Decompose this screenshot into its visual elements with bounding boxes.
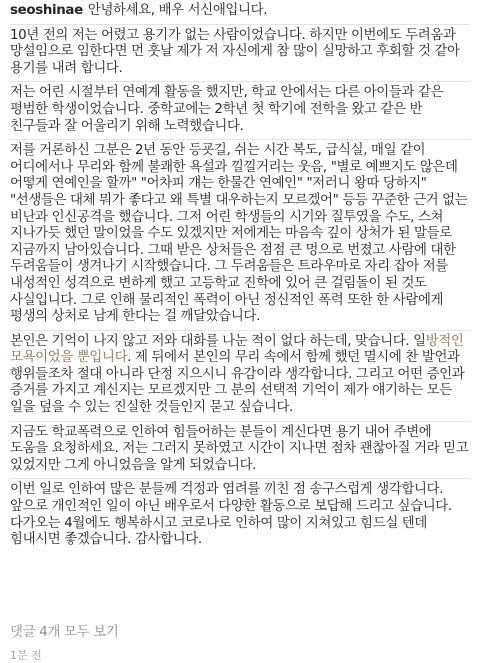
view-all-comments-link[interactable]: 댓글 4개 모두 보기 bbox=[10, 625, 119, 640]
caption-text: 제 뒤에서 본인의 무리 속에서 함께 했던 멸시에 찬 발언과 행위들조차 절대 아니라 단정 지으시니 유감이라 생각합니다. 그리고 어떤 증인과 증거를 가지고 계신지는 모르겠지만 그 분의 선택적 기억이 제가 얘기하는 모든 일을 덮을 수 있는 진실한 것들인지 묻고 싶습니다. bbox=[10, 350, 465, 416]
caption-paragraph-highlighted bbox=[10, 331, 470, 422]
username-link[interactable]: seoshinae bbox=[10, 3, 83, 18]
caption-text: . bbox=[127, 350, 136, 366]
caption-text: 본인은 기억이 나지 않고 저와 대화를 나눈 적이 없다 하는데, 맞습니다. 일 bbox=[10, 333, 426, 349]
caption-paragraph: 지금도 학교폭력으로 인하여 힘들어하는 분들이 계신다면 용기 내어 주변에 도움을 요청하세요. 저는 그러지 못하였고 시간이 지나면 점차 괜찮아질 거라 믿고 있었지만 그게 아니었음을 알게 되었습니다. bbox=[10, 422, 470, 480]
post-timestamp: 1분 전 bbox=[10, 649, 42, 662]
caption-paragraph: 저는 어린 시절부터 연예계 활동을 했지만, 학교 안에서는 다른 아이들과 같은 평범한 학생이었습니다. 중학교에는 2학년 첫 학기에 전학을 왔고 같은 반 친구들과 잘 어울리기 위해 노력했습니다. bbox=[10, 82, 470, 140]
greeting-text: 안녕하세요, 배우 서신애입니다. bbox=[87, 3, 268, 18]
caption-paragraph: 10년 전의 저는 어렸고 용기가 없는 사람이었습니다. 하지만 이번에도 두려움과 망설임으로 임한다면 먼 훗날 제가 저 자신에게 참 많이 실망하고 후회할 것 같아 용기를 내려 합니다. bbox=[10, 25, 470, 83]
caption-paragraph: 이번 일로 인하여 많은 분들께 걱정과 염려를 끼친 점 송구스럽게 생각합니다. 앞으로 개인적인 일이 아닌 배우로서 다양한 활동으로 보답해 드리고 싶습니다. 다가오는 4월에도 행복하시고 코로나로 인하여 많이 지쳐있고 힘드실 텐데 힘내시면 좋겠습니다. 감사합니다. bbox=[10, 482, 452, 548]
caption-paragraph: 저를 거론하신 그분은 2년 동안 등굣길, 쉬는 시간 복도, 급식실, 매일 같이 어디에서나 무리와 함께 불쾌한 욕설과 낄낄거리는 웃음, "별로 예쁘지도 않은데 어떻게 연예인을 할까" "어차피 걔는 한물간 연예인" "저러니 왕따 당하지" "선생들은 대체 뭐가 좋다고 왜 특별 대우하는지 모르겠어" 등등 꾸준한 근거 없는 비난과 인신공격을 했습니다. 그저 어린 학생들의 시기와 질투였을 수도, 스쳐 지나가듯 했던 말이었을 수도 있겠지만 저에게는 마음속 깊이 상처가 된 말들로 지금까지 남아있습니다. 그때 받은 상처들은 점점 큰 멍으로 번졌고 사람에 대한 두려움들이 생겨나기 시작했습니다. 그 두려움들은 트라우마로 자리 잡아 저를 내성적인 성격으로 변하게 했고 고등학교 진학에 있어 큰 걸림돌이 된 것도 사실입니다. 그로 인해 물리적인 폭력이 아닌 정신적인 폭력 또한 한 사람에게 평생의 상처로 남게 한다는 걸 깨달았습니다. bbox=[10, 140, 470, 331]
highlighted-text: 방적인 모욕이었을 뿐입니다 bbox=[10, 333, 464, 366]
post-caption bbox=[10, 3, 470, 553]
caption-paragraph-greeting bbox=[10, 3, 470, 25]
